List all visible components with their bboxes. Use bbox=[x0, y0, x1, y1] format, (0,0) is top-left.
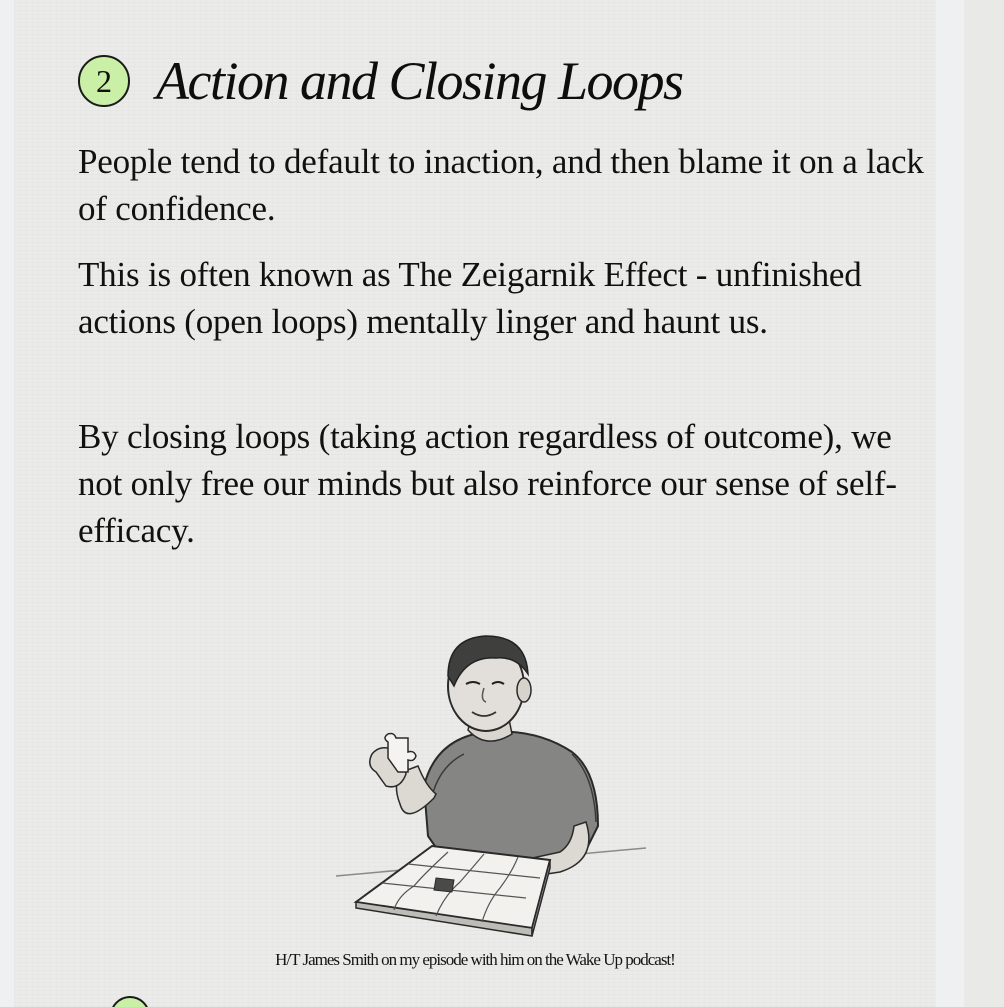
paragraph-zeigarnik: This is often known as The Zeigarnik Effect - unfinished actions (open loops) mentally linger and haunt us. bbox=[78, 255, 862, 341]
man-assembling-puzzle-illustration bbox=[336, 626, 646, 944]
section-number-badge: 2 bbox=[78, 55, 130, 107]
section-heading bbox=[78, 50, 683, 112]
slide-page bbox=[14, 0, 936, 1007]
illustration-caption: H/T James Smith on my episode with him on the Wake Up podcast! bbox=[275, 950, 675, 969]
section-title: Action and Closing Loops bbox=[156, 51, 683, 111]
paragraph-inaction: People tend to default to inaction, and then blame it on a lack of confidence. bbox=[78, 142, 924, 228]
next-section-badge bbox=[110, 996, 150, 1007]
paragraph-closing-loops: By closing loops (taking action regardless of outcome), we not only free our minds but also reinforce our sense of self-efficacy. bbox=[78, 417, 897, 550]
adjacent-page-edge bbox=[964, 0, 1004, 1007]
